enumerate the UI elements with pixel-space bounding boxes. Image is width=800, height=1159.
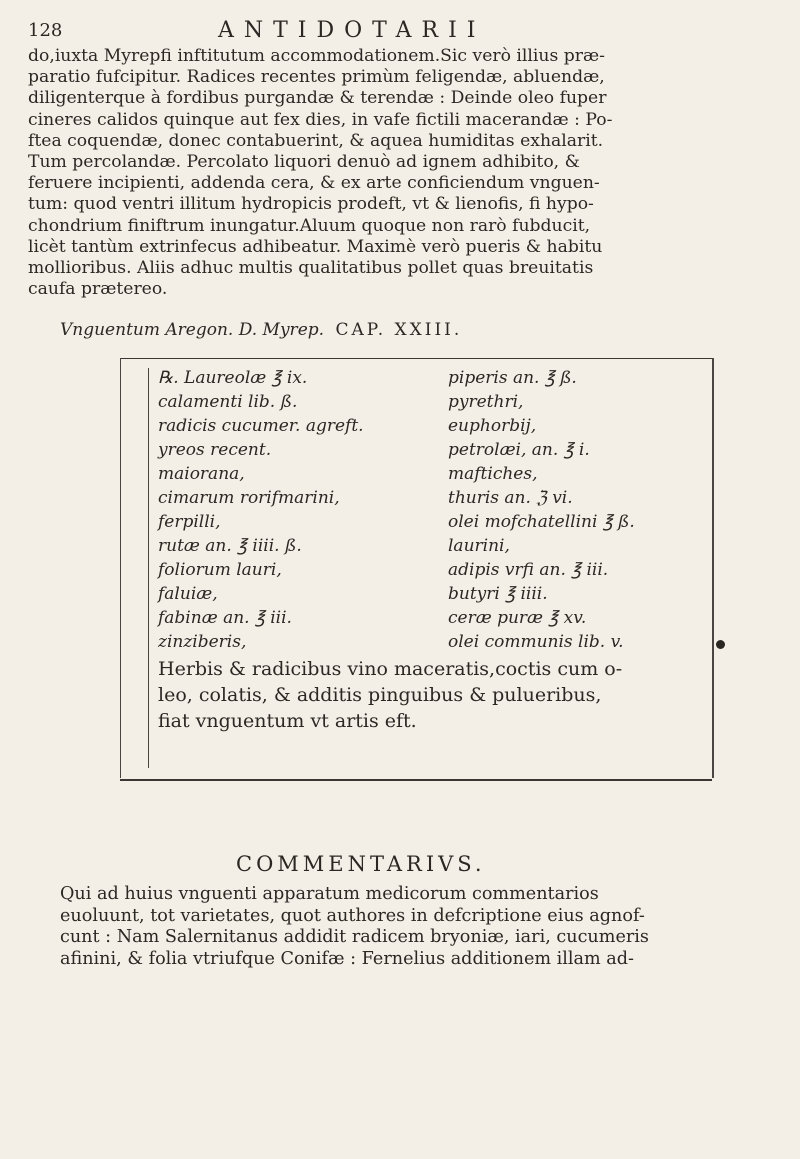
ingredient-left-12: zinziberis, — [158, 632, 247, 652]
intro-paragraph: do,iuxta Myrepfi inftitutum accommodationem.Sic verò illius præ- paratio fufcipitur. Radices recentes primùm feligendæ, abluendæ, diligenterque à fordibus purgandæ & terendæ : Deinde oleo fuper cineres calidos quinque aut fex dies, in vafe fictili macerandæ : Po- ftea coquendæ, donec contabuerint, & aquea humiditas exhalarit. Tum percolandæ. Percolato liquori denuò ad ignem adhibito, & feruere incipienti, addenda cera, & ex arte conficiendum vnguen- tum: quod ventri illitum hydropicis prodeft, vt & lienofis, fi hypo- chondrium finiftrum inungatur.Aluum quoque non rarò fubducit, licèt tantùm extrinfecus adhibeatur. Maximè verò pueris & habitu mollioribus. Aliis adhuc multis qualitatibus pollet quas breuitatis caufa prætereo. — [28, 46, 613, 300]
ingredient-right-4: petrolæi, an. ℥ i. — [448, 440, 590, 460]
margin-ink-mark — [716, 640, 725, 649]
ingredient-left-9: foliorum lauri, — [158, 560, 282, 580]
frame-rule-left-outer — [120, 358, 121, 778]
commentary-heading: COMMENTARIVS. — [236, 852, 486, 876]
ingredient-right-3: euphorbij, — [448, 416, 537, 436]
ingredient-right-5: maftiches, — [448, 464, 538, 484]
ingredient-left-2: calamenti lib. ß. — [158, 392, 298, 412]
ingredient-left-8: rutæ an. ℥ iiii. ß. — [158, 536, 302, 556]
recipe-title: Vnguentum Aregon. — [60, 320, 234, 340]
ingredient-right-7: olei mofchatellini ℥ ß. — [448, 512, 635, 532]
ingredient-left-1: ℞. Laureolæ ℥ ix. — [158, 368, 308, 388]
ingredient-right-6: thuris an. ℨ vi. — [448, 488, 573, 508]
ingredient-left-6: cimarum rorifmarini, — [158, 488, 340, 508]
ingredient-right-11: ceræ puræ ℥ xv. — [448, 608, 587, 628]
running-head — [28, 18, 760, 48]
commentary-paragraph: Qui ad huius vnguenti apparatum medicorum commentarios euoluunt, tot varietates, quot authores in defcriptione eius agnof- cunt : Nam Salernitanus addidit radicem bryoniæ, iari, cucumeris afinini, & folia vtriufque Conifæ : Fernelius additionem illam ad- — [60, 884, 649, 969]
ingredient-right-12: olei communis lib. v. — [448, 632, 624, 652]
ingredient-right-1: piperis an. ℥ ß. — [448, 368, 577, 388]
chapter-label: CAP. XXIII. — [335, 320, 463, 340]
ingredient-left-5: maiorana, — [158, 464, 245, 484]
page-number: 128 — [28, 20, 63, 41]
recipe-heading — [60, 320, 760, 340]
ingredient-left-7: ferpilli, — [158, 512, 221, 532]
ingredient-right-8: laurini, — [448, 536, 510, 556]
ingredient-left-4: yreos recent. — [158, 440, 272, 460]
recipe-directions: Herbis & radicibus vino maceratis,coctis cum o- leo, colatis, & additis pinguibus & pulueribus, fiat vnguentum vt artis eft. — [158, 658, 623, 732]
recipe-source: D. Myrep. — [238, 320, 325, 340]
ingredient-list — [158, 366, 713, 654]
ingredient-right-10: butyri ℥ iiii. — [448, 584, 548, 604]
ingredient-left-11: fabinæ an. ℥ iii. — [158, 608, 292, 628]
frame-rule-left-inner — [148, 368, 149, 768]
ingredient-right-2: pyrethri, — [448, 392, 524, 412]
ingredient-left-10: faluiæ, — [158, 584, 218, 604]
running-title: ANTIDOTARII — [218, 18, 486, 43]
ingredient-right-9: adipis vrfi an. ℥ iii. — [448, 560, 609, 580]
ingredient-left-3: radicis cucumer. agreft. — [158, 416, 364, 436]
